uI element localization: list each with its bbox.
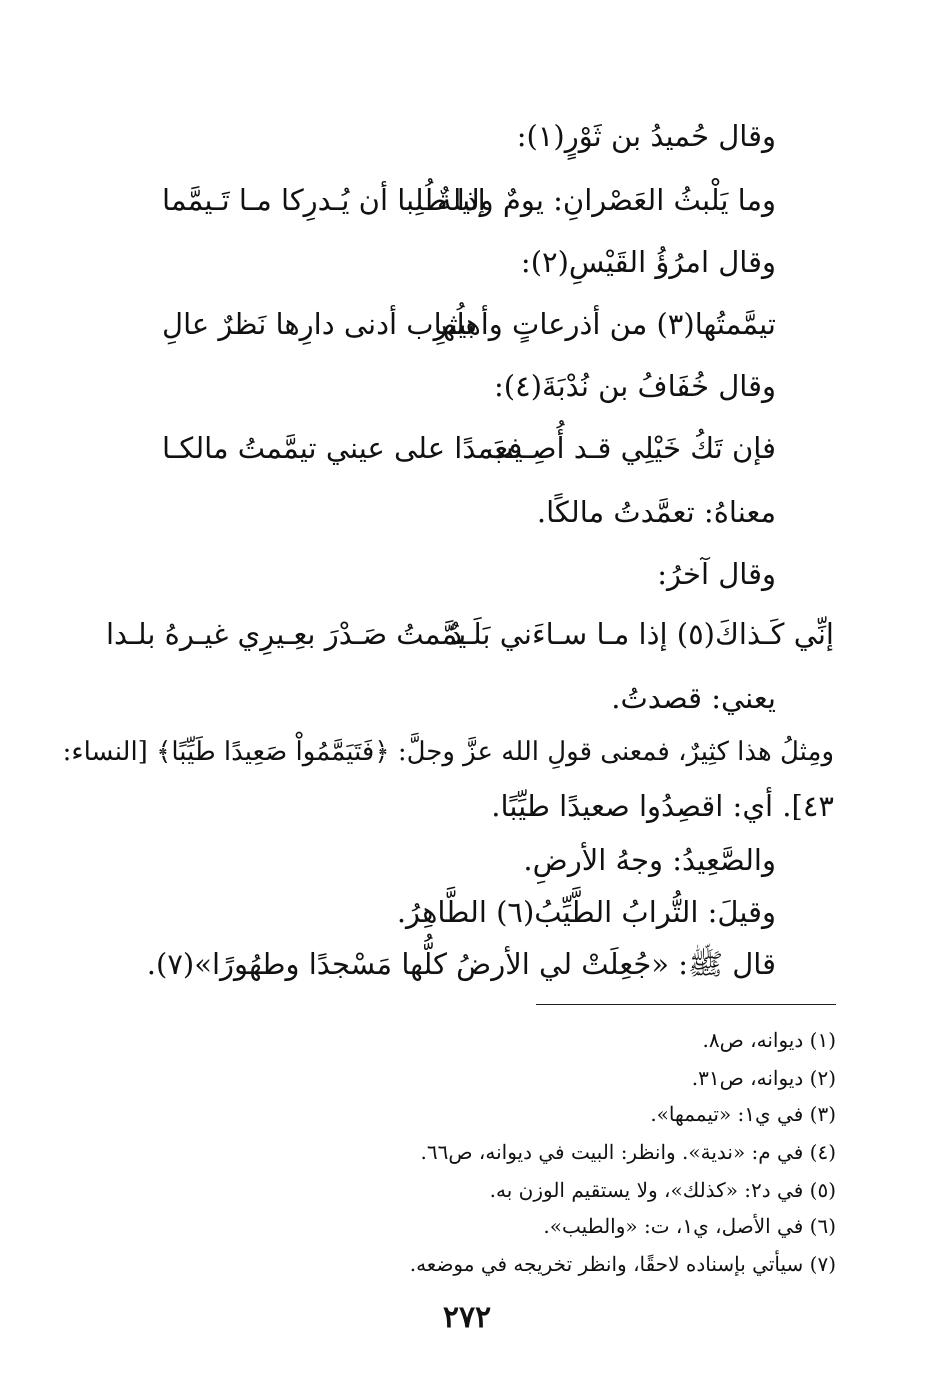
verse-khufaf <box>100 428 834 472</box>
quran-line-2: ٤٣]. أي: اقصِدُوا صعيدًا طيِّبًا. <box>491 789 834 823</box>
qeel-line: وقيلَ: التُّرابُ الطَّيِّبُ(٦) الطَّاهِرُ. <box>396 895 776 929</box>
verse-khufaf-first-hemistich: فإن تَكُ خَيْلِي قـد أُصِـيبَ <box>486 431 776 465</box>
footnote-7: (٧) سيأتي بإسناده لاحقًا، وانظر تخريجه في موضعه. <box>409 1252 836 1276</box>
verse-imrulqays-first-hemistich: تيمَّمتُها(٣) من أذرعاتٍ وأهلُها <box>433 307 776 341</box>
page-number: ٢٧٢ <box>442 1300 492 1335</box>
intro-other: وقال آخرُ: <box>657 557 776 591</box>
footnote-1: (١) ديوانه، ص٨. <box>702 1028 836 1052</box>
verse-humaid <box>100 180 834 224</box>
verse-humaid-second-hemistich: إذا طُلِبا أن يُـدرِكا مـا تَـيمَّما <box>162 183 486 217</box>
footnote-2: (٢) ديوانه، ص٣١. <box>691 1066 836 1090</box>
footnote-4: (٤) في م: «ندية». وانظر: البيت في ديوانه، ص٦٦. <box>420 1140 836 1164</box>
verse-humaid-first-hemistich: وما يَلْبثُ العَصْرانِ: يومٌ وليلةٌ <box>436 183 776 217</box>
hadith-line: قال ﷺ: «جُعِلَتْ لي الأرضُ كلُّها مَسْجدًا وطهُورًا»(٧). <box>146 947 776 981</box>
verse-khufaf-second-hemistich: فعمدًا على عيني تيمَّمتُ مالكـا <box>162 431 523 465</box>
verse-imrulqays-second-hemistich: بيثرِب أدنى دارِها نَظرٌ عالِ <box>162 307 476 341</box>
footnote-6: (٦) في الأصل، ي١، ت: «والطيب». <box>543 1214 836 1238</box>
saeed-line: والصَّعِيدُ: وجهُ الأرضِ. <box>523 843 776 877</box>
intro-khufaf: وقال خُفَافُ بن نُدْبَةَ(٤): <box>494 369 776 403</box>
intro-humaid: وقال حُميدُ بن ثَوْرٍ(١): <box>516 119 776 153</box>
verse-imrulqays <box>100 304 834 348</box>
footnote-5: (٥) في د٢: «كذلك»، ولا يستقيم الوزن به. <box>489 1178 836 1202</box>
footnote-separator <box>536 1004 836 1005</box>
verse-other-first-hemistich: إنِّي كَـذاكَ(٥) إذا مـا سـاءَني بَلَـدٌ <box>449 617 834 651</box>
footnote-3: (٣) في ي١: «تيممها». <box>650 1102 836 1126</box>
verse-other-second-hemistich: يمَّمتُ صَـدْرَ بعِـيرِي غيـرهُ بلـدا <box>106 617 467 651</box>
intro-imrulqays: وقال امرُؤُ القَيْسِ(٢): <box>520 245 776 279</box>
quran-line-1: ومِثلُ هذا كثِيرٌ، فمعنى قولِ الله عزَّ وجلَّ: ﴿فَتَيَمَّمُواْ صَعِيدًا طَيِّبًا﴾ [النساء: <box>62 737 834 767</box>
yani-line: يعني: قصدتُ. <box>611 681 776 715</box>
verse-other <box>100 614 834 658</box>
meaning-line: معناهُ: تعمَّدتُ مالكًا. <box>536 495 776 529</box>
